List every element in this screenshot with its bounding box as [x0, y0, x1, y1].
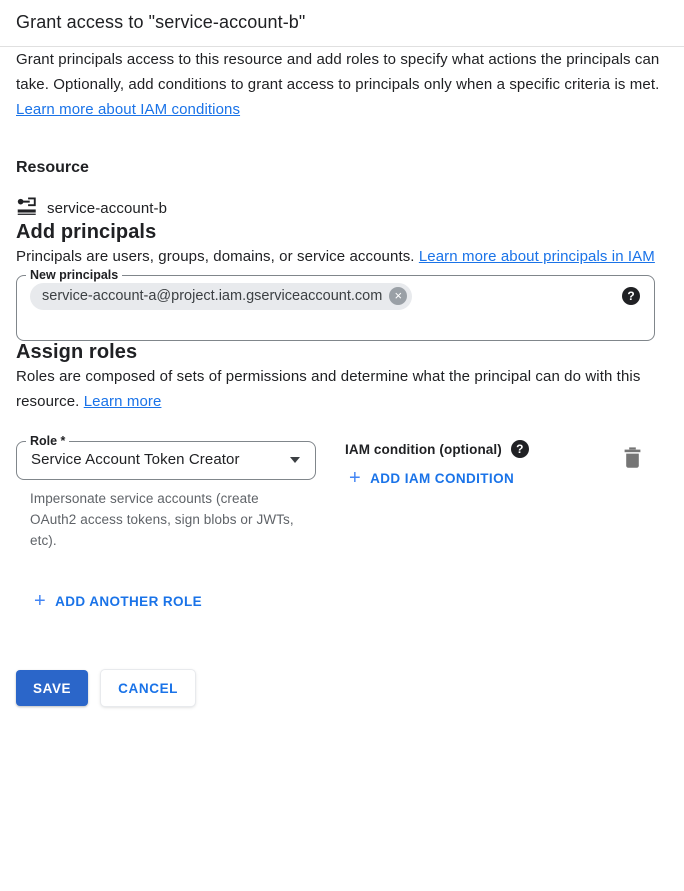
role-select-inner: [17, 448, 315, 468]
role-value: Service Account Token Creator: [31, 450, 240, 468]
roles-paragraph: [16, 364, 668, 414]
intro-paragraph: [16, 47, 668, 122]
roles-description: Roles are composed of sets of permissions and determine what the principal can do with this resource.: [16, 368, 641, 410]
add-another-role-label: ADD ANOTHER ROLE: [55, 593, 202, 609]
role-label: Role *: [30, 434, 66, 448]
principals-paragraph: [16, 244, 668, 269]
plus-icon: +: [349, 467, 362, 489]
delete-role-button[interactable]: [623, 447, 642, 468]
new-principals-field[interactable]: [16, 269, 655, 341]
role-help-text: Impersonate service accounts (create OAuth2 access tokens, sign blobs or JWTs, etc).: [30, 491, 294, 548]
role-column: [16, 435, 316, 551]
roles-learn-more-link[interactable]: Learn more: [83, 393, 162, 410]
condition-help-icon[interactable]: ?: [511, 440, 529, 458]
resource-item: [16, 196, 668, 221]
new-principals-label: New principals: [30, 268, 119, 282]
iam-condition-column: [345, 435, 529, 489]
role-select[interactable]: [16, 435, 316, 480]
principal-chip-label: service-account-a@project.iam.gserviceaccount.com: [42, 288, 383, 304]
dialog-footer: [16, 670, 668, 706]
role-row: [16, 435, 668, 551]
add-another-role-button[interactable]: [30, 591, 206, 611]
dialog-header: [0, 0, 684, 47]
dropdown-arrow-icon: [290, 457, 300, 463]
save-button[interactable]: SAVE: [16, 670, 88, 706]
principals-help-icon[interactable]: ?: [622, 287, 640, 305]
iam-conditions-link[interactable]: Learn more about IAM conditions: [16, 101, 241, 118]
add-principals-heading: Add principals: [16, 221, 157, 243]
resource-name: service-account-b: [47, 200, 168, 217]
principals-description: Principals are users, groups, domains, or service accounts.: [16, 248, 415, 265]
plus-icon: +: [34, 590, 47, 612]
chip-remove-icon[interactable]: ×: [389, 287, 407, 305]
add-iam-condition-button[interactable]: [345, 468, 518, 488]
add-iam-condition-label: ADD IAM CONDITION: [370, 470, 515, 486]
service-account-icon: [16, 196, 38, 221]
iam-condition-label-row: [345, 440, 529, 458]
resource-heading: Resource: [16, 159, 89, 176]
intro-text: Grant principals access to this resource and add roles to specify what actions the principals can take. Optionally, add conditions to grant access to principals only when a specific criteria is met.: [16, 51, 660, 93]
principals-learn-more-link[interactable]: Learn more about principals in IAM: [418, 248, 655, 265]
trash-icon: [623, 456, 642, 471]
dialog-body: [0, 47, 684, 706]
delete-role-column: [623, 435, 642, 473]
cancel-button[interactable]: CANCEL: [101, 670, 195, 706]
principal-chip: [30, 283, 412, 310]
new-principals-content: [17, 282, 654, 310]
dialog-title: Grant access to "service-account-b": [16, 12, 306, 32]
assign-roles-heading: Assign roles: [16, 341, 138, 363]
iam-condition-label: IAM condition (optional): [345, 441, 502, 457]
